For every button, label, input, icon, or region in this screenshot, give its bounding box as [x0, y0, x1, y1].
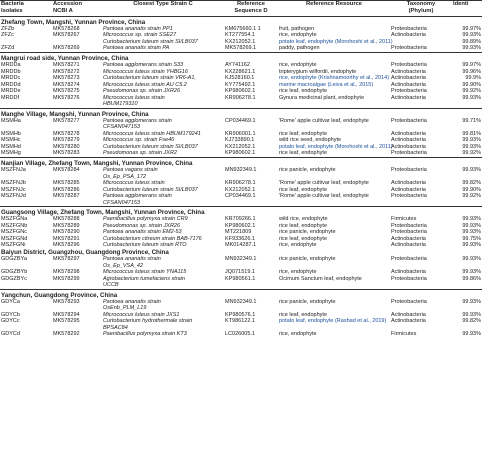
identity-cell: 99.82% [462, 318, 481, 325]
resource-cell [278, 101, 390, 108]
refseq-cell: KR906278.1 [225, 180, 256, 187]
isolate-cell: MSMHb [1, 130, 21, 137]
resource-cell: 'Rome' apple cultivar leaf, endophyte [279, 180, 369, 187]
refseq-cell: KP980602.1 [225, 150, 256, 157]
isolate-cell: MRDDa [1, 62, 21, 69]
table-body [0, 16, 482, 338]
identity-cell: 99.93% [462, 94, 481, 101]
isolate-cell: GDYCa [1, 298, 20, 305]
phylum-cell: Firmicutes [391, 331, 417, 338]
refseq-cell: KP980602.1 [225, 222, 256, 229]
identity-cell: 99.93% [462, 298, 481, 305]
section-heading-row [0, 108, 482, 118]
phylum-cell: Actinobacteria [391, 32, 426, 39]
accession-cell: MK578286 [53, 186, 80, 193]
accession-cell: MK578273 [53, 75, 80, 82]
resource-cell: rice panicle, endophyte [279, 229, 336, 236]
table-row [0, 118, 482, 124]
phylum-cell: Actinobacteria [391, 242, 426, 249]
strain-cell: CFSAN047153 [103, 124, 140, 131]
strain-cell: Pseudomonas sp. strain JXR26 [103, 88, 181, 95]
accession-cell: MK578285 [53, 180, 80, 187]
header-accession: Accession NCBI A [52, 1, 102, 17]
isolate-cell: GDGZBYb [1, 269, 28, 276]
resource-cell: rice panicle, endophyte [279, 298, 336, 305]
refseq-cell: KR709266.1 [225, 216, 256, 223]
section-title: Nanjian Village, Zhefang Town, Mangshi, Yunnan Province, China [0, 157, 482, 167]
strain-cell: Micrococcus luteus strain [103, 94, 165, 101]
refseq-cell: KR906278.1 [225, 94, 256, 101]
identity-cell [452, 101, 482, 108]
strain-cell: Pantoea ananatis strain [103, 256, 161, 263]
refseq-cell: CP034469.1 [225, 193, 256, 200]
refseq-cell: KR906001.1 [225, 130, 256, 137]
strain-cell: Pantoea agglomerans strain [103, 193, 172, 200]
resource-cell: rice leaf, endophyte [279, 130, 328, 137]
accession-cell: MK578280 [53, 143, 80, 150]
table-row [0, 150, 482, 157]
strain-cell: Pantoea ananatis strain EM2-53 [103, 229, 182, 236]
phylum-cell: Proteobacteria [391, 45, 427, 52]
resource-cell: 'Rome' apple cultivar leaf, endophyte [279, 117, 369, 124]
strain-cell: Curtobacterium citreum strain BAB-7176 [103, 235, 202, 242]
isolate-cell: MSZFNJa [1, 167, 26, 174]
phylum-cell: Actinobacteria [391, 311, 426, 318]
strain-cell: Micrococcus luteus strain JXS1 [103, 311, 180, 318]
identity-cell: 99.97% [462, 25, 481, 32]
identity-cell: 99.93% [462, 242, 481, 249]
header-ref-resource: Reference Resource [278, 1, 390, 17]
accession-cell: MK578294 [53, 311, 80, 318]
isolate-cell: GDYCd [1, 331, 20, 338]
identity-cell: 99.93% [462, 32, 481, 39]
strain-cell: Micrococcus luteus strain [103, 180, 165, 187]
accession-cell: MK578272 [53, 68, 80, 75]
identity-cell: 99.93% [462, 45, 481, 52]
phylum-cell: Actinobacteria [391, 130, 426, 137]
header-taxonomy: Taxonomy (Phylum) [390, 1, 452, 17]
accession-cell: MK578289 [53, 222, 80, 229]
section-heading-row [0, 289, 482, 299]
strain-cell: Os_Ep_VSA_42 [103, 262, 144, 269]
isolate-cell: MRDDc [1, 75, 21, 82]
accession-cell [52, 282, 102, 289]
accession-cell: MK578296 [53, 242, 80, 249]
phylum-cell: Proteobacteria [391, 117, 427, 124]
isolate-cell: MSZFNJd [1, 193, 26, 200]
refseq-cell: AY741162 [225, 62, 250, 69]
table-row [0, 32, 482, 38]
phylum-cell: Actinobacteria [391, 68, 426, 75]
table-row [0, 282, 482, 289]
table-row [0, 331, 482, 337]
table-row [0, 95, 482, 101]
accession-cell: MK578278 [53, 130, 80, 137]
strain-cell: Pantoea agglomerans strain S33 [103, 62, 184, 69]
phylum-cell: Actinobacteria [391, 235, 426, 242]
strain-cell: Curtobacterium luteum strain SI/LB037 [103, 186, 198, 193]
phylum-cell: Proteobacteria [391, 222, 427, 229]
phylum-cell: Actinobacteria [391, 318, 426, 325]
section-heading-row [0, 207, 482, 217]
isolate-cell: MRDDd [1, 81, 21, 88]
identity-cell [452, 282, 482, 289]
accession-cell: MK578268 [53, 25, 80, 32]
accession-cell: MK578290 [53, 229, 80, 236]
phylum-cell: Proteobacteria [391, 275, 427, 282]
isolate-cell: MSZFGNb [1, 222, 28, 229]
accession-cell: MK578274 [53, 81, 80, 88]
resource-cell: rice, endophyte [279, 269, 317, 276]
strain-cell: Curtobacterium luteum strain SI/LB037 [103, 38, 198, 45]
strain-cell: Pantoea ananatis strain [103, 298, 161, 305]
strain-cell: Pantoea ananatis strain PP1 [103, 25, 173, 32]
resource-cell: rice panicle, endophyte [279, 256, 336, 263]
section-title: Yangchun, Guangdong Province, China [0, 289, 482, 299]
phylum-cell: Proteobacteria [391, 88, 427, 95]
phylum-cell [390, 200, 452, 207]
strain-cell: UCCB [103, 282, 119, 289]
strain-cell: Curtobacterium luteum strain SI/LB037 [103, 143, 198, 150]
identity-cell: 99.93% [462, 256, 481, 263]
isolate-cell: MSMHa [1, 117, 21, 124]
resource-cell: rice, endophyte [279, 331, 317, 338]
isolate-cell: GDGZBYa [1, 256, 27, 263]
strain-cell: Curtobacterium luteum strain RTO [103, 242, 187, 249]
accession-cell: MK578269 [53, 45, 80, 52]
phylum-cell: Proteobacteria [391, 298, 427, 305]
resource-cell: Ocimum Sanctum leaf, endophyte [279, 275, 362, 282]
strain-cell: HBUM179310 [103, 101, 138, 108]
phylum-cell: Firmicutes [391, 216, 417, 223]
resource-cell: potato leaf, endophyte (Morohoshi et al., 2011) [279, 38, 393, 45]
strain-cell: Paenibacillus polymyxa strain KT3 [103, 331, 187, 338]
refseq-cell: MN932349.1 [225, 167, 257, 174]
table-row [0, 249, 482, 256]
table-row [0, 242, 482, 248]
phylum-cell: Actinobacteria [391, 180, 426, 187]
table-row [0, 256, 482, 262]
section-title: Manghe Village, Mangshi, Yunnan Province, China [0, 108, 482, 118]
isolate-cell: MRDDb [1, 68, 21, 75]
resource-cell [278, 282, 390, 289]
accession-cell: MK578283 [53, 150, 80, 157]
accession-cell: MK578293 [53, 298, 80, 305]
phylum-cell: Actinobacteria [391, 75, 426, 82]
section-title: Guangsong Village, Zhefang Town, Mangshi, Yunnan Province, China [0, 207, 482, 217]
identity-cell: 99.81% [462, 130, 481, 137]
refseq-cell: KX212052.1 [225, 186, 256, 193]
isolate-cell: MRDDf [1, 94, 20, 101]
table-row [0, 45, 482, 52]
table-row [0, 276, 482, 282]
identity-cell: 99.90% [462, 186, 481, 193]
refseq-cell: MK014287.1 [225, 242, 257, 249]
refseq-cell [224, 282, 278, 289]
resource-cell: rice panicle, endophyte [279, 167, 336, 174]
resource-cell: rice leaf, endophyte [279, 150, 328, 157]
accession-cell [52, 101, 102, 108]
isolate-cell [0, 101, 52, 108]
refseq-cell: KT986122.1 [225, 318, 255, 325]
table-row [0, 299, 482, 305]
section-heading-row [0, 52, 482, 62]
strain-cell: Pantoea agglomerans strain [103, 117, 172, 124]
isolate-cell: MRDDe [1, 88, 21, 95]
refseq-cell [224, 200, 278, 207]
table-row [0, 101, 482, 108]
section-title: Baiyun District, Guangzhou, Guangdong Province, China [1, 248, 169, 256]
strain-cell: Pantoea vagans strain [103, 167, 158, 174]
header-identity: Identi [452, 1, 482, 17]
phylum-cell: Actinobacteria [391, 269, 426, 276]
identity-cell: 99.92% [462, 88, 481, 95]
refseq-cell: KP980561.1 [225, 275, 256, 282]
isolate-cell: MSMHd [1, 143, 21, 150]
identity-cell: 99.93% [462, 229, 481, 236]
refseq-cell: MK578269.1 [225, 45, 257, 52]
table-row [0, 167, 482, 173]
accession-cell [52, 200, 102, 207]
identity-cell: 99.92% [462, 193, 481, 200]
phylum-cell: Proteobacteria [391, 150, 427, 157]
header-isolates: Bacteria Isolates [0, 1, 52, 17]
resource-cell: rice, endophyte (Krishnamoorthy et al., 2014) [279, 75, 390, 82]
identity-cell: 99.86% [462, 275, 481, 282]
table-header [0, 1, 482, 17]
resource-cell: rice leaf, endophyte [279, 88, 328, 95]
accession-cell: MK578291 [53, 235, 80, 242]
refseq-cell: KJ733890.1 [225, 137, 255, 144]
strain-cell: Micrococcus luteus strain AU C5.2 [103, 81, 187, 88]
identity-cell: 99.90% [462, 81, 481, 88]
resource-cell: rice leaf, endophyte [279, 311, 328, 318]
refseq-cell: JQ071519.1 [225, 269, 255, 276]
refseq-cell: KP980576.1 [225, 311, 256, 318]
table-row [0, 229, 482, 235]
identity-cell: 99.93% [462, 311, 481, 318]
refseq-cell: KP980602.1 [225, 88, 256, 95]
phylum-cell: Proteobacteria [391, 229, 427, 236]
phylum-cell: Proteobacteria [391, 256, 427, 263]
accession-cell: MK578299 [53, 275, 80, 282]
accession-cell: MK578292 [53, 331, 80, 338]
refseq-cell: KX212052.1 [225, 143, 256, 150]
identity-cell: 99.93% [462, 331, 481, 338]
resource-cell: Gynura medicinal plant, endophyte [279, 94, 364, 101]
identity-cell: 99.96% [462, 68, 481, 75]
phylum-cell: Proteobacteria [391, 25, 427, 32]
identity-cell: 99.89% [462, 38, 481, 45]
refseq-cell: MN932349.1 [225, 298, 257, 305]
accession-cell: MK578277 [53, 117, 80, 124]
refseq-cell: MN932349.1 [225, 256, 257, 263]
resource-cell: rice, endophyte [279, 242, 317, 249]
accession-cell: MK578298 [53, 269, 80, 276]
identity-cell: 99.93% [462, 216, 481, 223]
isolate-cell: ZFZb [1, 25, 15, 32]
identity-cell [452, 200, 482, 207]
identity-cell: 99.93% [462, 143, 481, 150]
resource-cell: potato leaf, endophyte (Rashad et al., 2019) [279, 318, 387, 325]
strain-cell: OsEnb_PLM_L19 [103, 305, 147, 312]
resource-cell [278, 200, 390, 207]
strain-cell: Micrococcus luteus strain YNA115 [103, 269, 187, 276]
strain-cell: Micrococcus luteus strain YHBG16 [103, 68, 188, 75]
accession-cell: MK578295 [53, 318, 80, 325]
phylum-cell: Actinobacteria [391, 94, 426, 101]
isolate-cell: GDYCb [1, 311, 20, 318]
refseq-cell: KJ528160.1 [225, 75, 255, 82]
refseq-cell: MT221809 [225, 229, 252, 236]
strain-cell: Pseudomonas sp. strain JXR2 [103, 150, 177, 157]
identity-cell: 99.71% [462, 117, 481, 124]
phylum-cell [390, 101, 452, 108]
table-row [0, 193, 482, 199]
resource-cell: fruit, pathogen [279, 25, 315, 32]
strain-cell: Pantoea ananatis strain PA [103, 45, 170, 52]
resource-cell: marine macroalgae (Leiva et al., 2015) [279, 81, 374, 88]
section-title: Zhefang Town, Mangshi, Yunnan Province, China [1, 18, 146, 26]
refseq-cell: KY775492.1 [225, 81, 256, 88]
isolate-cell: GDYCc [1, 318, 20, 325]
refseq-cell: KM675660.1 1 [225, 25, 261, 32]
accession-cell: MK578297 [53, 256, 80, 263]
strain-cell: Curtobacterium hydrothermale strain [103, 318, 193, 325]
isolate-cell: MSZFNJc [1, 186, 26, 193]
identity-cell: 99.93% [462, 269, 481, 276]
strain-cell: Agrobacterium tumefaciens strain [103, 275, 185, 282]
header-ref-sequence: Reference Sequence D [224, 1, 278, 17]
isolate-cell: MSZFGNi [1, 242, 26, 249]
resource-cell: rice, endophyte [279, 62, 317, 69]
resource-cell: potato leaf, endophyte (Morohoshi et al., 2011) [279, 143, 393, 150]
accession-cell: MK578284 [53, 167, 80, 174]
resource-cell: rice leaf, endophyte [279, 235, 328, 242]
strain-cell: CFSAN047153 [103, 199, 140, 206]
strain-cell: Paenibacillus polymyxa strain CR9 [103, 216, 188, 223]
table-row [0, 62, 482, 68]
accession-cell: MK578276 [53, 94, 80, 101]
isolate-cell: ZFZd [1, 45, 15, 52]
strain-cell: Micrococcus luteus strain HBUM179241 [103, 130, 201, 137]
isolate-cell: MSZFNJb [1, 180, 26, 187]
phylum-cell: Proteobacteria [391, 62, 427, 69]
strain-cell: Micrococcus sp. strain SSE27 [103, 32, 177, 39]
refseq-cell: CP034469.1 [225, 117, 256, 124]
identity-cell: 99.75% [462, 235, 481, 242]
phylum-cell: Proteobacteria [391, 193, 427, 200]
isolate-cell: GDGZBYc [1, 275, 27, 282]
table-row [0, 180, 482, 186]
strain-cell: Curtobacterium luteum strain VR6-A1, [103, 75, 196, 82]
resource-cell: 'Rome' apple cultivar leaf, endophyte [279, 193, 369, 200]
accession-cell: MK578279 [53, 137, 80, 144]
phylum-cell: Proteobacteria [391, 167, 427, 174]
phylum-cell: Actinobacteria [391, 137, 426, 144]
identity-cell: 99.93% [462, 222, 481, 229]
table-row [0, 200, 482, 207]
identity-cell: 99.97% [462, 62, 481, 69]
strain-cell: BPSAC84 [103, 324, 128, 331]
isolate-cell: MSMHc [1, 137, 21, 144]
identity-cell: 99.9% [465, 75, 481, 82]
refseq-cell: KT277554.1 [225, 32, 255, 39]
isolate-cell: MSMHg [1, 150, 21, 157]
header-closest-strain: Closest Type Strain C [102, 1, 224, 17]
refseq-cell: LC026005.1 [225, 331, 255, 338]
isolate-cell: MSZFGNc [1, 229, 27, 236]
refseq-cell: KX228621.1 [225, 68, 256, 75]
identity-cell: 99.82% [462, 180, 481, 187]
isolate-cell [0, 282, 52, 289]
resource-cell: wild rice, endophyte [279, 216, 328, 223]
isolate-cell [0, 200, 52, 207]
table-row [0, 216, 482, 222]
resource-cell: rice, endophyte [279, 32, 317, 39]
resource-cell: tripterygium wilfordii, endophyte [279, 68, 357, 75]
accession-cell: MK578267 [53, 32, 80, 39]
section-title: Mangrui road side, Yunnan Province, China [0, 52, 482, 62]
isolate-cell: ZFZc [1, 32, 14, 39]
resource-cell: rice leaf, endophyte [279, 222, 328, 229]
accession-cell: MK578287 [53, 193, 80, 200]
accession-cell: MK578288 [53, 216, 80, 223]
resource-cell: paddy, pathogen [279, 45, 320, 52]
strain-cell: Pseudomonas sp. strain JXR26 [103, 222, 181, 229]
refseq-cell: KX212052.1 [225, 38, 256, 45]
strain-cell: Os_Ep_PSA_172 [103, 173, 147, 180]
table-row [0, 88, 482, 94]
phylum-cell [390, 282, 452, 289]
isolate-cell: MSZFGNa [1, 216, 28, 223]
isolate-cell: MSZFGNd [1, 235, 28, 242]
phylum-cell: Actinobacteria [391, 81, 426, 88]
strain-cell: Micrococcus sp. strain Fse46 [103, 137, 175, 144]
table-row [0, 269, 482, 275]
table-row [0, 75, 482, 81]
table-row [0, 318, 482, 324]
refseq-cell [224, 101, 278, 108]
identity-cell: 99.93% [462, 167, 481, 174]
accession-cell: MK578271 [53, 62, 80, 69]
resource-cell: rice leaf, endophyte [279, 186, 328, 193]
identity-cell: 99.92% [462, 150, 481, 157]
accession-cell: MK578275 [53, 88, 80, 95]
section-heading-row [0, 16, 482, 26]
table-row [0, 137, 482, 143]
phylum-cell: Actinobacteria [391, 143, 426, 150]
phylum-cell: Actinobacteria [391, 186, 426, 193]
resource-cell: wild rice seed, endophyte [279, 137, 342, 144]
section-heading-row [0, 157, 482, 167]
refseq-cell: KF933626.1 [225, 235, 255, 242]
identity-cell: 99.93% [462, 137, 481, 144]
